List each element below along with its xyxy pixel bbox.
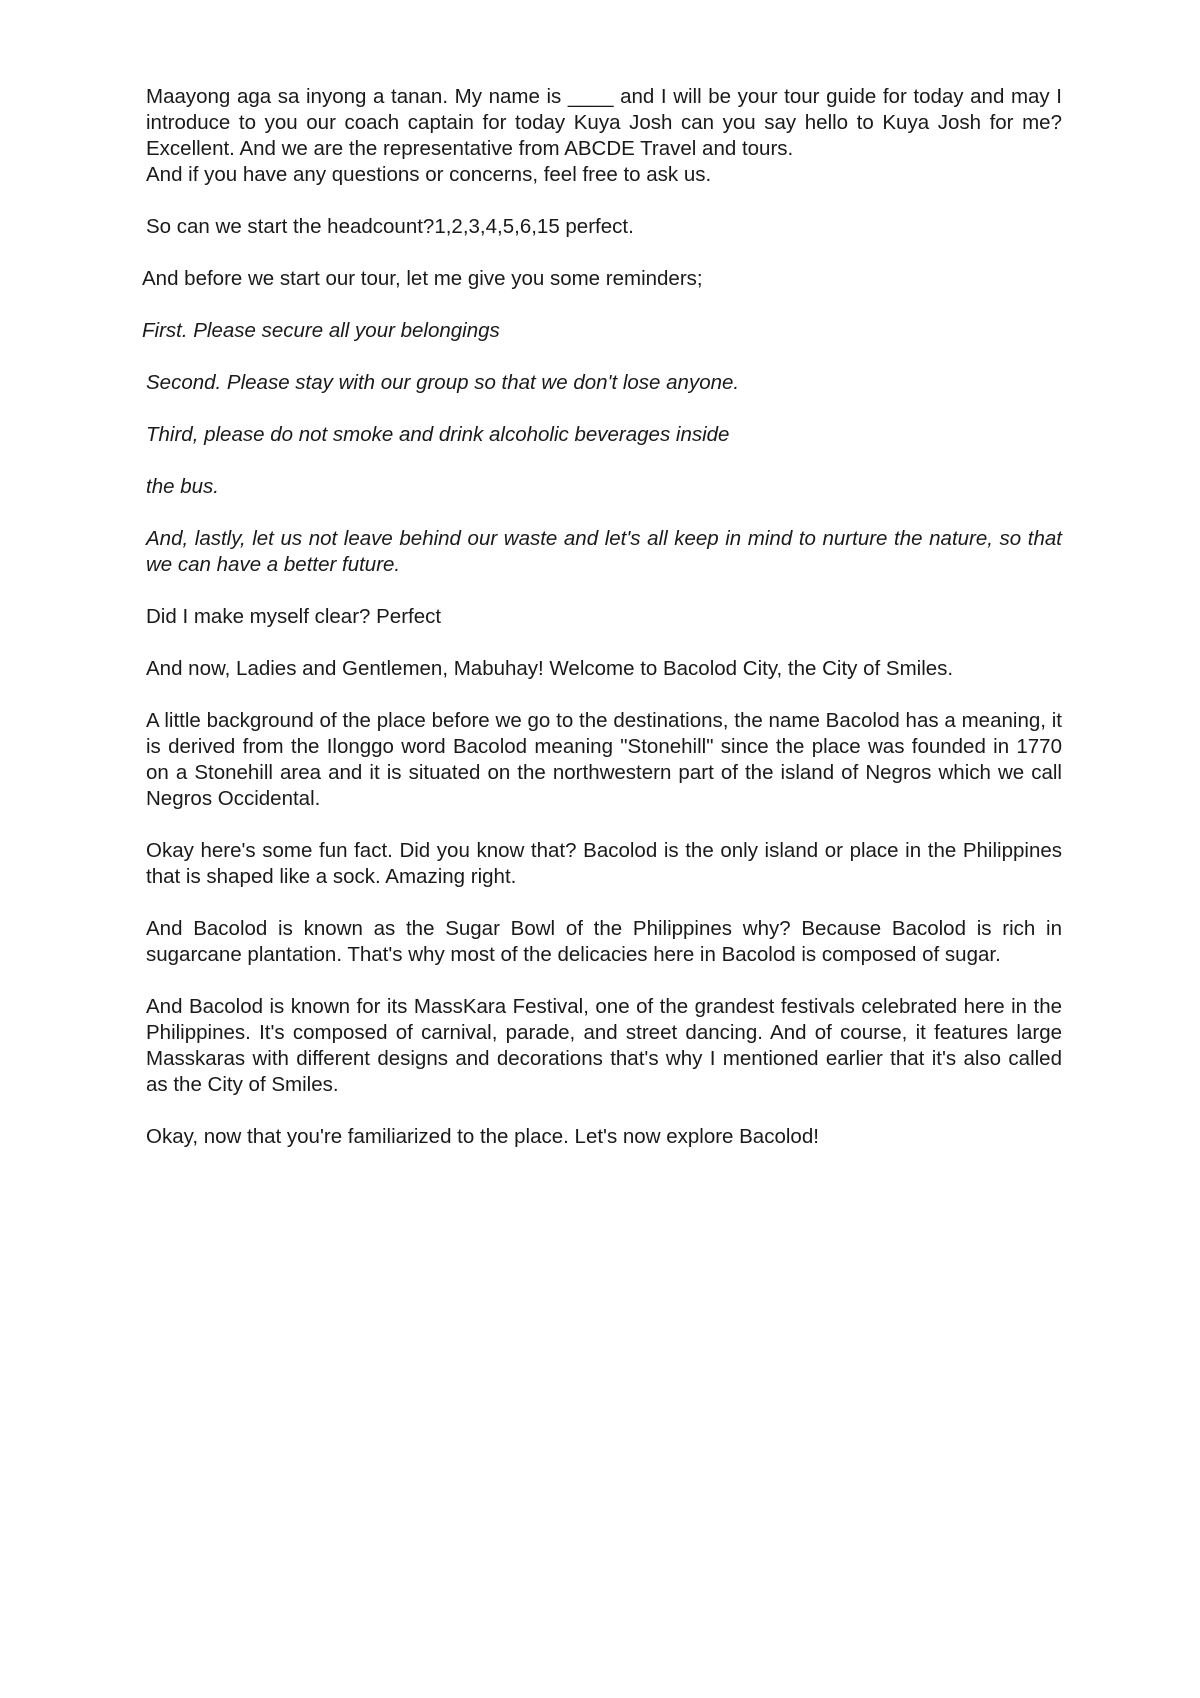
headcount-paragraph: So can we start the headcount?1,2,3,4,5,6,15 perfect.	[146, 215, 634, 238]
intro-text: Maayong aga sa inyong a tanan. My name is ____ and I will be your tour guide for today and may I introduce to you our coach captain for today Kuya Josh can you say hello to Kuya Josh for me? Excellent. And we are the representative from ABCDE Travel and tours.	[146, 85, 1062, 160]
reminder-third-continued: the bus.	[146, 475, 219, 498]
intro-questions-text: And if you have any questions or concerns, feel free to ask us.	[146, 163, 712, 186]
intro-paragraph	[146, 84, 1062, 188]
welcome-paragraph: And now, Ladies and Gentlemen, Mabuhay! Welcome to Bacolod City, the City of Smiles.	[146, 657, 954, 680]
closing-paragraph: Okay, now that you're familiarized to the place. Let's now explore Bacolod!	[146, 1125, 819, 1148]
clear-paragraph: Did I make myself clear? Perfect	[146, 605, 442, 628]
reminders-intro-paragraph: And before we start our tour, let me give you some reminders;	[142, 267, 703, 290]
masskara-paragraph: And Bacolod is known for its MassKara Festival, one of the grandest festivals celebrated here in the Philippines. It's composed of carnival, parade, and street dancing. And of course, it features large Masskaras with different designs and decorations that's why I mentioned earlier that it's also called as the City of Smiles.	[146, 995, 1062, 1096]
sugar-bowl-paragraph: And Bacolod is known as the Sugar Bowl of the Philippines why? Because Bacolod is rich in sugarcane plantation. That's why most of the delicacies here in Bacolod is composed of sugar.	[146, 917, 1062, 966]
reminder-first: First. Please secure all your belongings	[142, 319, 500, 342]
reminder-second: Second. Please stay with our group so that we don't lose anyone.	[146, 371, 740, 394]
reminder-third: Third, please do not smoke and drink alcoholic beverages inside	[146, 423, 730, 446]
fun-fact-paragraph: Okay here's some fun fact. Did you know that? Bacolod is the only island or place in the Philippines that is shaped like a sock. Amazing right.	[146, 839, 1062, 888]
reminder-last: And, lastly, let us not leave behind our waste and let's all keep in mind to nurture the nature, so that we can have a better future.	[146, 527, 1062, 576]
document-body	[142, 84, 1062, 1176]
background-paragraph: A little background of the place before we go to the destinations, the name Bacolod has a meaning, it is derived from the Ilonggo word Bacolod meaning "Stonehill" since the place was founded in 1770 on a Stonehill area and it is situated on the northwestern part of the island of Negros which we call Negros Occidental.	[146, 709, 1062, 810]
